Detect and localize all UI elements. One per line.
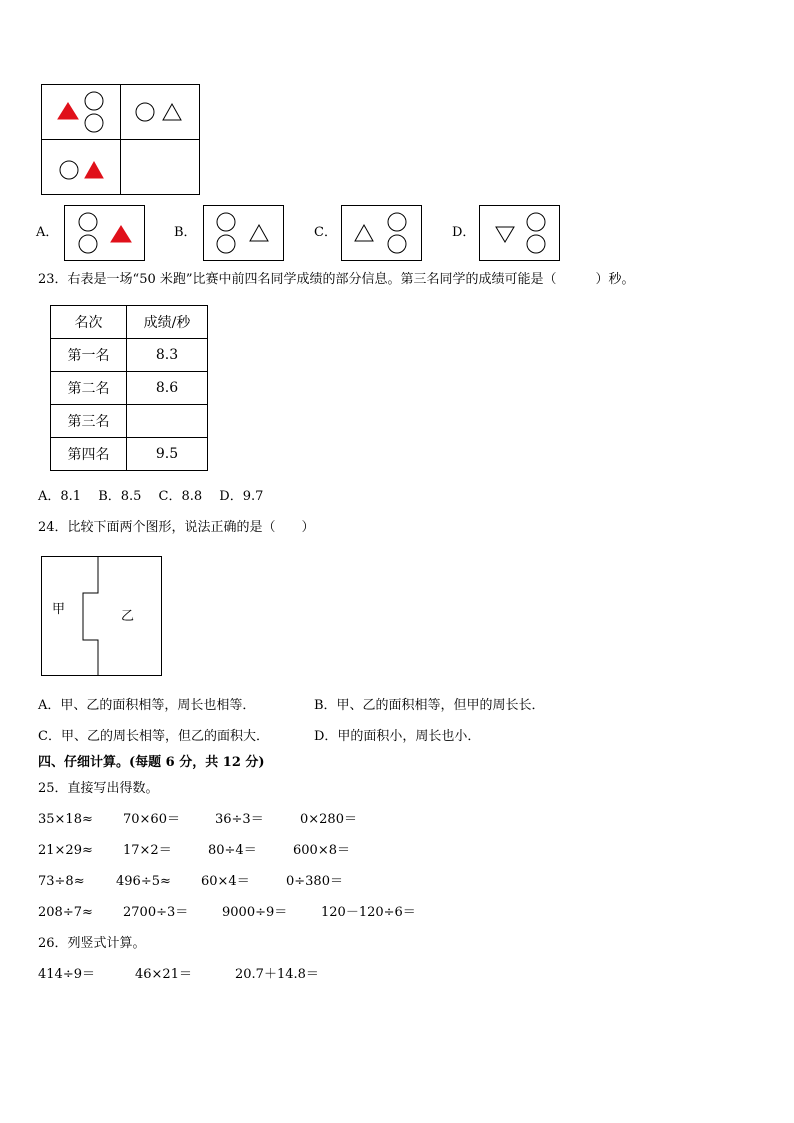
table-cell: 第四名 xyxy=(51,438,127,471)
table-cell: 第三名 xyxy=(51,405,127,438)
circle-icon xyxy=(136,103,154,121)
q24-option-c[interactable]: C．甲、乙的周长相等，但乙的面积大． xyxy=(38,729,269,744)
calc-item: 9000÷9＝ xyxy=(222,905,288,920)
q24-option-d[interactable]: D．甲的面积小，周长也小． xyxy=(314,729,481,744)
section-title: 四、仔细计算。(每题 6 分，共 12 分) xyxy=(38,755,265,770)
circle-icon xyxy=(85,114,103,132)
calc-item: 120－120÷6＝ xyxy=(321,905,416,920)
calc-item: 36÷3＝ xyxy=(215,812,264,827)
vertical-calc-item: 20.7＋14.8＝ xyxy=(235,967,319,982)
calc-item: 21×29≈ xyxy=(38,843,93,858)
table-cell: 第一名 xyxy=(51,339,127,372)
vertical-calc-item: 46×21＝ xyxy=(135,967,192,982)
q25-question: 25．直接写出得数。 xyxy=(38,781,159,796)
table-cell xyxy=(127,405,208,438)
pattern-grid-drawing xyxy=(41,84,200,195)
option-a-figure[interactable] xyxy=(64,205,145,261)
calc-item: 2700÷3＝ xyxy=(123,905,189,920)
table-cell: 8.3 xyxy=(127,339,208,372)
calc-item: 208÷7≈ xyxy=(38,905,93,920)
vertical-calc-item: 414÷9＝ xyxy=(38,967,95,982)
calc-item: 80÷4＝ xyxy=(208,843,257,858)
table-cell: 第二名 xyxy=(51,372,127,405)
option-d-label: D． xyxy=(452,225,476,240)
circle-icon xyxy=(217,213,235,231)
calc-item: 600×8＝ xyxy=(293,843,350,858)
table-cell: 9.5 xyxy=(127,438,208,471)
pattern-grid xyxy=(41,84,200,195)
table-header-cell: 名次 xyxy=(51,306,127,339)
table-row xyxy=(51,339,208,372)
circle-icon xyxy=(79,213,97,231)
score-table xyxy=(50,305,208,471)
table-header-cell: 成绩/秒 xyxy=(127,306,208,339)
circle-icon xyxy=(79,235,97,253)
q24-option-a[interactable]: A．甲、乙的面积相等，周长也相等． xyxy=(38,698,256,713)
option-b-label: B． xyxy=(174,225,197,240)
option-a-label: A． xyxy=(36,225,59,240)
q23-question: 23．右表是一场“50 米跑”比赛中前四名同学成绩的部分信息。第三名同学的成绩可能是（ ）秒。 xyxy=(38,272,635,287)
table-row xyxy=(51,405,208,438)
circle-icon xyxy=(527,235,545,253)
calc-item: 17×2＝ xyxy=(123,843,172,858)
table-header-row xyxy=(51,306,208,339)
q24-option-b[interactable]: B．甲、乙的面积相等，但甲的周长长． xyxy=(314,698,545,713)
circle-icon xyxy=(527,213,545,231)
calc-item: 496÷5≈ xyxy=(116,874,171,889)
calc-item: 60×4＝ xyxy=(201,874,250,889)
circle-icon xyxy=(388,213,406,231)
option-d-figure[interactable] xyxy=(479,205,560,261)
calc-item: 0÷380＝ xyxy=(286,874,343,889)
calc-item: 73÷8≈ xyxy=(38,874,85,889)
circle-icon xyxy=(85,92,103,110)
table-cell: 8.6 xyxy=(127,372,208,405)
option-b-figure[interactable] xyxy=(203,205,284,261)
circle-icon xyxy=(388,235,406,253)
shape-label-jia: 甲 xyxy=(52,602,66,617)
option-c-figure[interactable] xyxy=(341,205,422,261)
shape-label-yi: 乙 xyxy=(121,609,135,624)
circle-icon xyxy=(60,161,78,179)
calc-item: 0×280＝ xyxy=(300,812,357,827)
q24-question: 24．比较下面两个图形，说法正确的是（ ） xyxy=(38,520,315,535)
table-row xyxy=(51,372,208,405)
q23-options: A．8.1 B．8.5 C．8.8 D．9.7 xyxy=(38,489,264,504)
calc-item: 35×18≈ xyxy=(38,812,93,827)
calc-item: 70×60＝ xyxy=(123,812,180,827)
option-c-label: C． xyxy=(314,225,337,240)
circle-icon xyxy=(217,235,235,253)
table-row xyxy=(51,438,208,471)
q26-question: 26．列竖式计算。 xyxy=(38,936,146,951)
